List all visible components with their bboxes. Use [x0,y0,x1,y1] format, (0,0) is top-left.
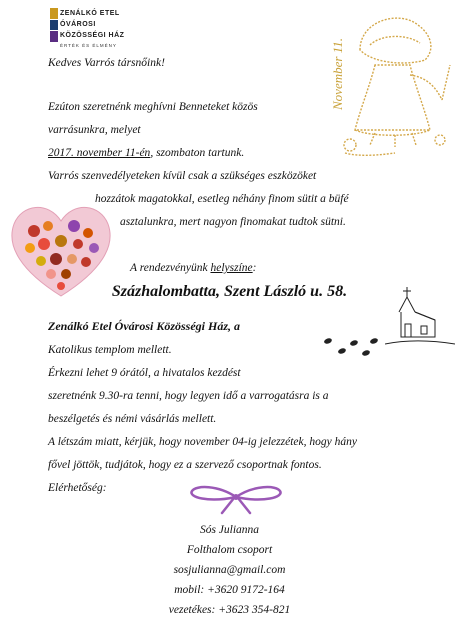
event-date-rest: , szombaton tartunk. [150,147,245,159]
greeting: Kedves Varrós társnőink! [48,57,165,69]
intro-line-4: Varrós szenvedélyeteken kívül csak a szükséges eszközöket [48,170,317,182]
details-line-2: szeretnénk 9.30-ra tenni, hogy legyen idő a varrogatásra is a [48,390,329,402]
logo-line-2: ÓVÁROSI [60,21,96,28]
location-label-post: : [252,262,257,274]
details-line-1: Érkezni lehet 9 órától, a hivatalos kezdést [48,367,241,379]
location-label-underlined: helyszíne [210,262,253,274]
heart-sweets-illustration [6,196,116,304]
details-line-6: Elérhetőség: [48,482,107,494]
details-line-5: fővel jöttök, tudjátok, hogy ez a szervező csoportnak fontos. [48,459,322,471]
intro-line-5: hozzátok magatokkal, esetleg néhány finom sütit a büfé [95,193,349,205]
venue-name: Zenálkó Etel Óvárosi Közösségi Ház, a [48,319,241,333]
bow-icon [188,483,284,517]
vertical-date: November 11. [330,38,345,110]
church-illustration [385,282,455,357]
footprints-illustration [320,333,380,363]
event-address: Százhalombatta, Szent László u. 58. [111,283,348,300]
signature-group: Folthalom csoport [186,544,273,556]
intro-line-1: Ezúton szeretnénk meghívni Benneteket közös [48,101,258,113]
logo-subtitle: ÉRTÉK ÉS ÉLMÉNY [60,43,117,48]
location-label-pre: A rendezvényünk [130,262,211,274]
sewing-girl-illustration [340,5,455,160]
details-line-4: A létszám miatt, kérjük, hogy november 04-ig jelezzétek, hogy hány [48,436,357,448]
intro-line-3 [48,146,244,160]
logo-line-1: ZENÁLKÓ ETEL [60,10,120,17]
signature-email[interactable]: sosjulianna@gmail.com [173,564,286,576]
intro-line-2: varrásunkra, melyet [48,124,141,136]
logo-line-3: KÖZÖSSÉGI HÁZ [60,32,125,39]
signature-mobile: mobil: +3620 9172-164 [174,584,285,596]
logo-mark [50,8,58,42]
intro-line-6: asztalunkra, mert nagyon finomakat tudtok sütni. [120,216,346,228]
details-line-3: beszélgetés és némi vásárlás mellett. [48,413,217,425]
signature-landline: vezetékes: +3623 354-821 [168,604,291,616]
event-date: 2017. november 11-én [48,147,151,159]
venue-note: Katolikus templom mellett. [48,344,172,356]
location-label [130,261,256,275]
signature-name: Sós Julianna [199,524,260,536]
